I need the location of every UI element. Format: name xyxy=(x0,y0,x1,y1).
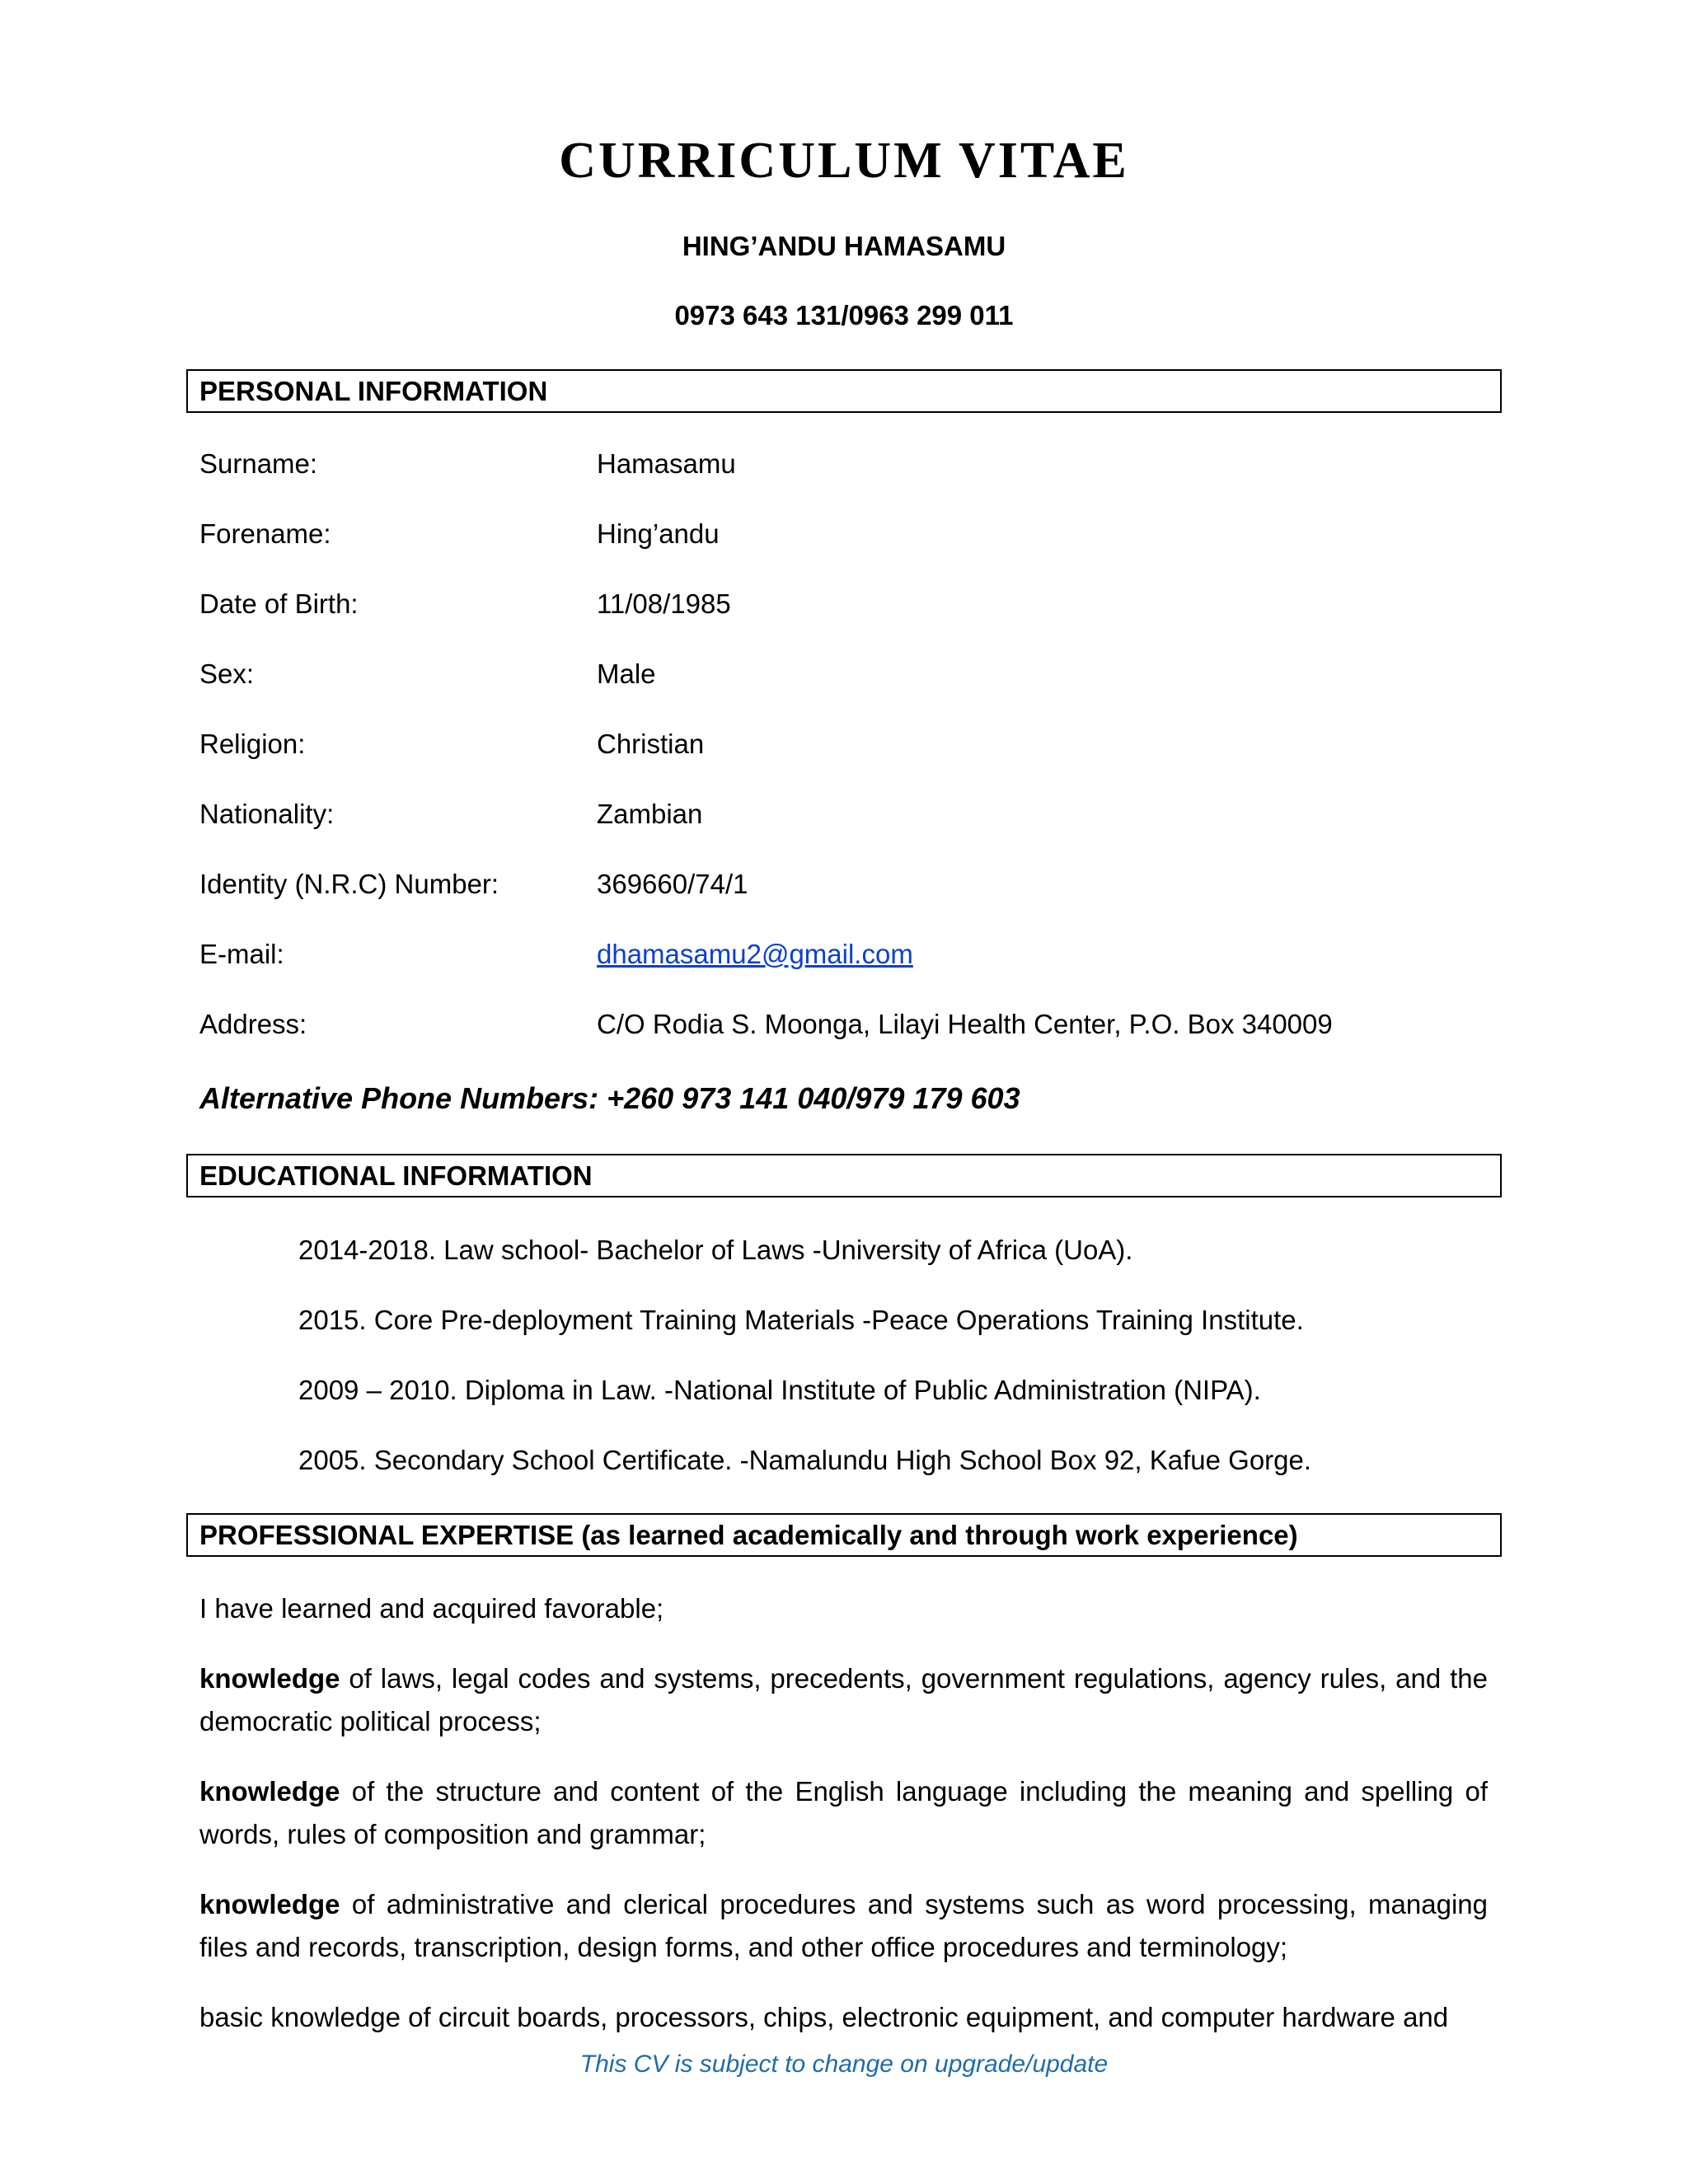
education-item: 2009 – 2010. Diploma in Law. -National Institute of Public Administration (NIPA). xyxy=(298,1375,1261,1405)
field-value: 369660/74/1 xyxy=(597,869,748,899)
footer-note: This CV is subject to change on upgrade/update xyxy=(579,2050,1109,2078)
expertise-paragraph xyxy=(199,1770,1488,1856)
section-heading-education: EDUCATIONAL INFORMATION xyxy=(186,1154,1502,1197)
paragraph-text: of laws, legal codes and systems, precedents, government regulations, agency rules, and the democratic political process; xyxy=(199,1663,1488,1736)
field-value: Zambian xyxy=(597,799,703,829)
document-title: CURRICULUM VITAE xyxy=(559,133,1129,189)
expertise-paragraph xyxy=(199,1657,1488,1743)
field-label: E-mail: xyxy=(199,939,284,969)
field-value: 11/08/1985 xyxy=(597,588,731,619)
personal-row-sex xyxy=(199,655,1502,693)
personal-row-email xyxy=(199,935,1502,973)
personal-row-nationality xyxy=(199,795,1502,833)
personal-row-identity-number xyxy=(199,865,1502,903)
personal-row-forename xyxy=(199,515,1502,553)
field-label: Address: xyxy=(199,1009,307,1039)
field-value: C/O Rodia S. Moonga, Lilayi Health Center, P.O. Box 340009 xyxy=(597,1009,1333,1039)
field-label: Date of Birth: xyxy=(199,588,359,619)
education-item: 2015. Core Pre-deployment Training Materials -Peace Operations Training Institute. xyxy=(298,1305,1304,1335)
paragraph-text: of administrative and clerical procedures and systems such as word processing, managing files and records, transcription, design forms, and other office procedures and terminology; xyxy=(199,1889,1488,1962)
field-label: Nationality: xyxy=(199,799,335,829)
section-heading-expertise: PROFESSIONAL EXPERTISE (as learned academically and through work experience) xyxy=(186,1513,1502,1557)
personal-row-address xyxy=(199,1005,1502,1043)
paragraph-lead: knowledge xyxy=(199,1776,340,1807)
personal-row-religion xyxy=(199,725,1502,763)
paragraph-lead: knowledge xyxy=(199,1663,340,1694)
field-label: Forename: xyxy=(199,518,331,549)
expertise-last-line: basic knowledge of circuit boards, processors, chips, electronic equipment, and computer hardware and xyxy=(199,2002,1449,2032)
education-item: 2005. Secondary School Certificate. -Namalundu High School Box 92, Kafue Gorge. xyxy=(298,1445,1312,1475)
field-label: Surname: xyxy=(199,448,318,479)
applicant-name: HING’ANDU HAMASAMU xyxy=(682,231,1006,261)
education-item: 2014-2018. Law school- Bachelor of Laws -University of Africa (UoA). xyxy=(298,1235,1133,1265)
field-label: Religion: xyxy=(199,729,306,759)
expertise-paragraph xyxy=(199,1883,1488,1969)
applicant-phone: 0973 643 131/0963 299 011 xyxy=(674,300,1014,330)
expertise-intro: I have learned and acquired favorable; xyxy=(199,1593,664,1624)
personal-row-date-of-birth xyxy=(199,585,1502,623)
field-value: Male xyxy=(597,658,656,689)
field-value: Christian xyxy=(597,729,705,759)
paragraph-text: of the structure and content of the English language including the meaning and spelling of words, rules of composition and grammar; xyxy=(199,1776,1488,1849)
field-label: Sex: xyxy=(199,658,255,689)
paragraph-lead: knowledge xyxy=(199,1889,340,1919)
field-label: Identity (N.R.C) Number: xyxy=(199,869,499,899)
alternative-phone-numbers: Alternative Phone Numbers: +260 973 141 040/979 179 603 xyxy=(199,1081,1020,1115)
personal-row-surname xyxy=(199,445,1502,483)
section-heading-personal: PERSONAL INFORMATION xyxy=(186,369,1502,413)
email-link[interactable]: dhamasamu2@gmail.com xyxy=(597,939,913,969)
field-value: Hing’andu xyxy=(597,518,720,549)
field-value: Hamasamu xyxy=(597,448,736,479)
